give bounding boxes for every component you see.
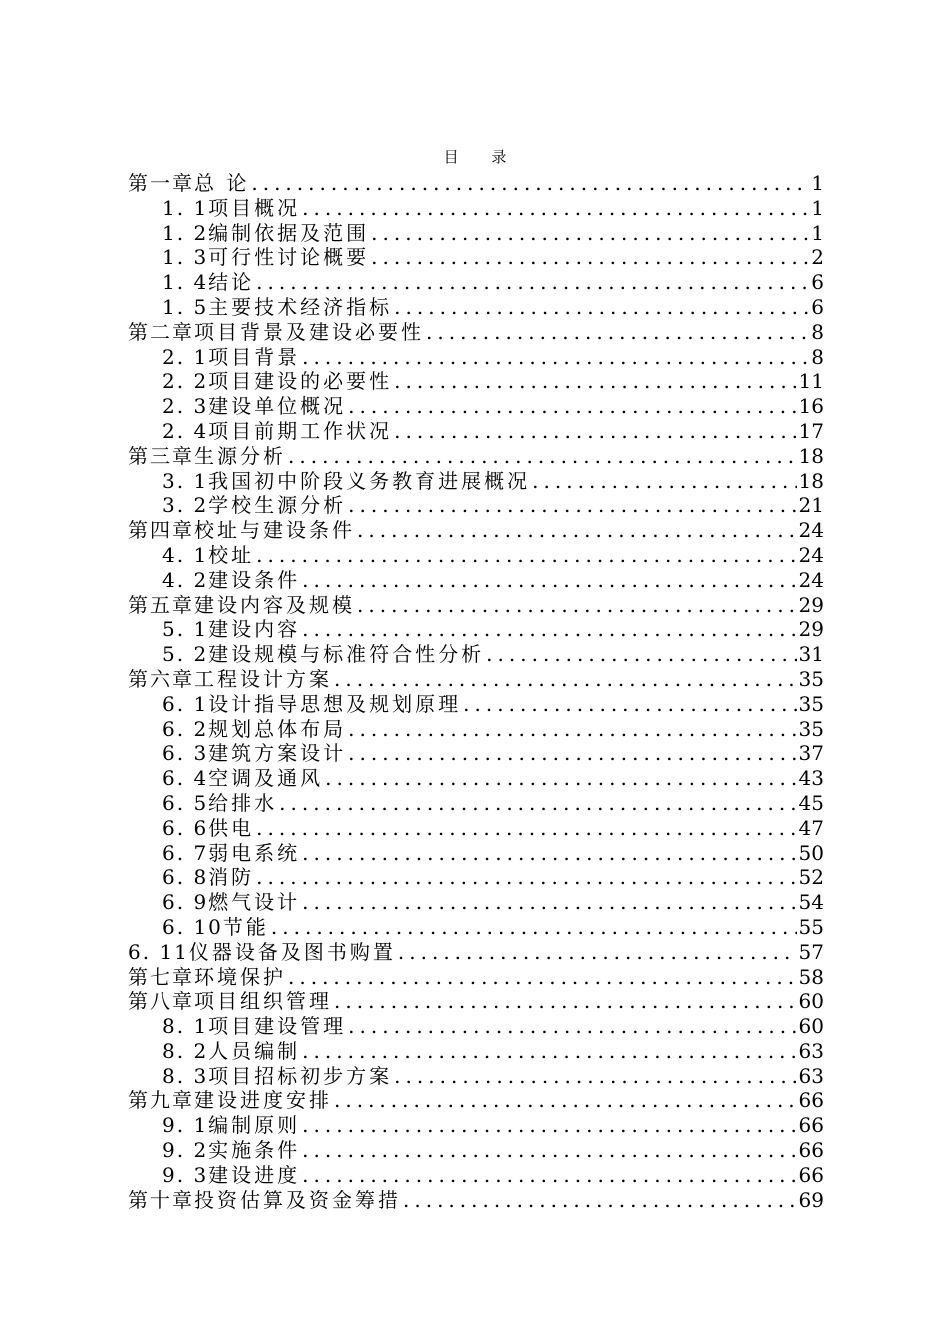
toc-entry-title: 人员编制	[208, 1038, 301, 1063]
toc-entry-page: 66	[798, 1138, 824, 1163]
toc-dot-leader	[302, 1039, 796, 1064]
toc-entry-page: 60	[798, 989, 824, 1014]
toc-title: 目 录	[443, 148, 521, 166]
toc-entry[interactable]	[128, 642, 824, 667]
toc-dot-leader	[348, 717, 796, 742]
toc-entry-number: 1. 5	[162, 294, 209, 319]
toc-entry[interactable]	[128, 1088, 824, 1113]
toc-entry[interactable]	[128, 469, 824, 494]
toc-entry-title: 建设内容及规模	[194, 592, 355, 617]
toc-entry-title: 建设进度	[208, 1162, 301, 1187]
toc-entry-page: 2	[811, 245, 824, 270]
toc-entry-number: 8. 3	[162, 1063, 209, 1088]
toc-entry-title: 校址与建设条件	[194, 518, 355, 543]
toc-entry-number: 4. 1	[162, 542, 209, 567]
toc-entry-number: 第七章	[128, 964, 194, 989]
toc-dot-leader	[325, 766, 796, 791]
toc-entry-title: 供电	[208, 815, 255, 840]
toc-entry-number: 2. 4	[162, 418, 209, 443]
toc-entry-page: 29	[798, 592, 824, 617]
table-of-contents	[128, 171, 824, 1212]
toc-entry-page: 18	[798, 443, 824, 468]
toc-dot-leader	[302, 841, 796, 866]
toc-entry-page: 17	[798, 418, 824, 443]
toc-dot-leader	[256, 865, 796, 890]
toc-entry-number: 6. 3	[162, 741, 209, 766]
toc-dot-leader	[271, 915, 797, 940]
toc-dot-leader	[371, 245, 809, 270]
toc-entry[interactable]	[128, 320, 824, 345]
toc-dot-leader	[302, 1163, 796, 1188]
toc-dot-leader	[334, 1088, 797, 1113]
toc-dot-leader	[256, 816, 796, 841]
toc-entry-title: 建设单位概况	[208, 394, 347, 419]
toc-entry[interactable]	[128, 270, 824, 295]
toc-entry-number: 5. 1	[162, 617, 209, 642]
toc-entry[interactable]	[128, 345, 824, 370]
toc-dot-leader	[302, 617, 796, 642]
toc-dot-leader	[256, 543, 796, 568]
toc-entry-number: 6. 2	[162, 716, 209, 741]
toc-entry-title: 建设进度安排	[194, 1088, 332, 1113]
toc-entry-page: 24	[798, 567, 824, 592]
toc-entry[interactable]	[128, 1039, 824, 1064]
toc-entry[interactable]	[128, 444, 824, 469]
toc-entry[interactable]	[128, 890, 824, 915]
toc-dot-leader	[302, 568, 796, 593]
toc-entry[interactable]	[128, 940, 824, 965]
toc-entry-page: 29	[798, 617, 824, 642]
toc-entry[interactable]	[128, 1064, 824, 1089]
toc-entry-page: 54	[798, 890, 824, 915]
toc-dot-leader	[394, 295, 809, 320]
toc-entry-title: 实施条件	[208, 1138, 301, 1163]
toc-entry-number: 第二章	[128, 319, 194, 344]
toc-entry-number: 9. 3	[162, 1162, 209, 1187]
toc-entry-page: 66	[798, 1113, 824, 1138]
toc-entry-title: 建设条件	[208, 567, 301, 592]
toc-entry-page: 69	[798, 1187, 824, 1212]
toc-entry-title: 我国初中阶段义务教育进展概况	[208, 468, 531, 493]
toc-entry-title: 编制依据及范围	[208, 220, 370, 245]
toc-entry[interactable]	[128, 394, 824, 419]
toc-entry-title: 项目背景	[208, 344, 301, 369]
toc-dot-leader	[302, 1113, 796, 1138]
toc-entry-title: 建设内容	[208, 617, 301, 642]
toc-entry-page: 37	[798, 741, 824, 766]
toc-entry-title: 投资估算及资金筹措	[194, 1187, 401, 1212]
toc-entry-number: 9. 1	[162, 1113, 209, 1138]
toc-entry-number: 6. 8	[162, 865, 209, 890]
toc-entry-page: 58	[798, 964, 824, 989]
toc-entry-number: 6. 6	[162, 815, 209, 840]
toc-entry[interactable]	[128, 1113, 824, 1138]
toc-entry-title: 结论	[208, 270, 255, 295]
toc-entry-page: 66	[798, 1088, 824, 1113]
toc-entry-title: 可行性讨论概要	[208, 245, 370, 270]
toc-entry-number: 6. 10	[162, 914, 223, 939]
toc-entry-page: 45	[798, 790, 824, 815]
toc-entry[interactable]	[128, 1138, 824, 1163]
toc-entry-page: 8	[811, 344, 824, 369]
toc-entry[interactable]	[128, 692, 824, 717]
toc-entry-number: 1. 3	[162, 245, 209, 270]
toc-entry-title: 消防	[208, 865, 255, 890]
toc-dot-leader	[334, 989, 797, 1014]
toc-entry[interactable]	[128, 1014, 824, 1039]
toc-dot-leader	[394, 419, 796, 444]
toc-entry[interactable]	[128, 245, 824, 270]
toc-entry-number: 5. 2	[162, 642, 209, 667]
toc-entry[interactable]	[128, 865, 824, 890]
toc-entry-page: 24	[798, 542, 824, 567]
toc-entry-number: 6. 7	[162, 840, 209, 865]
toc-entry-number: 9. 2	[162, 1138, 209, 1163]
toc-entry-number: 6. 4	[162, 766, 209, 791]
toc-entry-page: 6	[811, 270, 824, 295]
toc-dot-leader	[426, 320, 809, 345]
toc-entry[interactable]	[128, 295, 824, 320]
toc-entry-number: 6. 1	[162, 691, 209, 716]
toc-entry-page: 31	[798, 642, 824, 667]
toc-entry[interactable]	[128, 717, 824, 742]
toc-dot-leader	[348, 741, 796, 766]
toc-dot-leader	[288, 965, 797, 990]
toc-entry-title: 项目背景及建设必要性	[194, 319, 424, 344]
toc-entry-page: 57	[798, 939, 824, 964]
toc-entry[interactable]	[128, 791, 824, 816]
toc-entry[interactable]	[128, 766, 824, 791]
toc-entry-page: 6	[811, 294, 824, 319]
toc-entry-number: 2. 1	[162, 344, 209, 369]
toc-entry-page: 52	[798, 865, 824, 890]
toc-entry-number: 1. 4	[162, 270, 209, 295]
toc-entry-number: 第八章	[128, 989, 194, 1014]
toc-dot-leader	[398, 940, 797, 965]
toc-entry-page: 35	[798, 666, 824, 691]
toc-entry-page: 18	[798, 468, 824, 493]
toc-entry-title: 建设规模与标准符合性分析	[208, 642, 485, 667]
toc-entry-page: 1	[811, 220, 824, 245]
toc-dot-leader	[532, 469, 796, 494]
toc-dot-leader	[348, 1014, 796, 1039]
toc-entry-page: 50	[798, 840, 824, 865]
toc-dot-leader	[302, 890, 796, 915]
toc-entry-number: 6. 5	[162, 790, 209, 815]
toc-entry-number: 6. 9	[162, 890, 209, 915]
toc-dot-leader	[403, 1188, 797, 1213]
toc-entry-page: 43	[798, 766, 824, 791]
toc-dot-leader	[357, 518, 797, 543]
toc-entry-title: 项目概况	[208, 195, 301, 220]
toc-entry-page: 35	[798, 716, 824, 741]
toc-entry-page: 24	[798, 518, 824, 543]
toc-dot-leader	[486, 642, 796, 667]
toc-entry-page: 11	[798, 369, 824, 394]
toc-entry-page: 8	[811, 319, 824, 344]
toc-entry-title: 总 论	[194, 171, 250, 195]
toc-entry-number: 第三章	[128, 443, 194, 468]
toc-entry-page: 1	[811, 195, 824, 220]
toc-dot-leader	[357, 593, 797, 618]
toc-dot-leader	[348, 493, 796, 518]
toc-entry-number: 第四章	[128, 518, 194, 543]
toc-entry[interactable]	[128, 816, 824, 841]
toc-entry[interactable]	[128, 196, 824, 221]
toc-entry-title: 燃气设计	[208, 890, 301, 915]
toc-entry-page: 66	[798, 1162, 824, 1187]
toc-entry[interactable]	[128, 419, 824, 444]
toc-entry-title: 给排水	[208, 790, 278, 815]
toc-entry-number: 第六章	[128, 666, 194, 691]
toc-dot-leader	[348, 394, 796, 419]
toc-entry-title: 生源分析	[194, 443, 286, 468]
toc-entry[interactable]	[128, 841, 824, 866]
toc-dot-leader	[251, 171, 809, 196]
toc-entry[interactable]	[128, 593, 824, 618]
toc-entry[interactable]	[128, 568, 824, 593]
toc-entry-page: 21	[798, 493, 824, 518]
toc-entry-title: 项目建设的必要性	[208, 369, 393, 394]
toc-dot-leader	[279, 791, 796, 816]
toc-entry[interactable]	[128, 493, 824, 518]
toc-entry-title: 环境保护	[194, 964, 286, 989]
toc-dot-leader	[256, 270, 809, 295]
toc-entry-title: 规划总体布局	[208, 716, 347, 741]
toc-dot-leader	[302, 196, 809, 221]
toc-entry-page: 63	[798, 1038, 824, 1063]
toc-entry-page: 1	[811, 171, 824, 195]
toc-entry[interactable]	[128, 915, 824, 940]
toc-dot-leader	[302, 1138, 796, 1163]
toc-dot-leader	[394, 1064, 796, 1089]
toc-entry-title: 编制原则	[208, 1113, 301, 1138]
toc-entry-number: 1. 2	[162, 220, 209, 245]
toc-entry-title: 校址	[208, 542, 255, 567]
toc-dot-leader	[463, 692, 796, 717]
toc-entry-number: 第九章	[128, 1088, 194, 1113]
toc-entry[interactable]	[128, 741, 824, 766]
toc-dot-leader	[334, 667, 797, 692]
toc-entry-number: 2. 3	[162, 394, 209, 419]
toc-entry[interactable]	[128, 965, 824, 990]
toc-entry-title: 项目招标初步方案	[208, 1063, 393, 1088]
toc-entry-title: 设计指导思想及规划原理	[208, 691, 462, 716]
toc-entry-number: 1. 1	[162, 195, 209, 220]
toc-entry-title: 节能	[222, 914, 269, 939]
toc-entry-page: 35	[798, 691, 824, 716]
toc-entry[interactable]	[128, 989, 824, 1014]
toc-entry-number: 3. 2	[162, 493, 209, 518]
toc-entry-title: 仪器设备及图书购置	[188, 939, 396, 964]
toc-entry-page: 47	[798, 815, 824, 840]
toc-entry-title: 空调及通风	[208, 766, 324, 791]
toc-entry[interactable]	[128, 369, 824, 394]
toc-entry-number: 第一章	[128, 171, 194, 195]
toc-entry[interactable]	[128, 518, 824, 543]
toc-entry-page: 55	[798, 914, 824, 939]
toc-entry-title: 工程设计方案	[194, 666, 332, 691]
toc-entry[interactable]	[128, 221, 824, 246]
toc-entry-title: 学校生源分析	[208, 493, 347, 518]
toc-entry[interactable]	[128, 171, 824, 196]
toc-entry-number: 第十章	[128, 1187, 194, 1212]
toc-entry-title: 项目建设管理	[208, 1014, 347, 1039]
toc-entry[interactable]	[128, 1163, 824, 1188]
toc-dot-leader	[302, 345, 809, 370]
toc-entry-number: 4. 2	[162, 567, 209, 592]
toc-entry[interactable]	[128, 667, 824, 692]
toc-entry[interactable]	[128, 1188, 824, 1213]
toc-entry-title: 项目组织管理	[194, 989, 332, 1014]
toc-entry-number: 8. 2	[162, 1038, 209, 1063]
toc-entry-number: 3. 1	[162, 468, 209, 493]
toc-entry-number: 8. 1	[162, 1014, 209, 1039]
toc-dot-leader	[371, 221, 809, 246]
toc-entry-title: 项目前期工作状况	[208, 418, 393, 443]
toc-entry-number: 第五章	[128, 592, 194, 617]
toc-entry-page: 16	[798, 394, 824, 419]
toc-entry[interactable]	[128, 617, 824, 642]
toc-entry-number: 6. 11	[128, 939, 189, 964]
toc-entry-number: 2. 2	[162, 369, 209, 394]
toc-entry[interactable]	[128, 543, 824, 568]
toc-dot-leader	[288, 444, 797, 469]
toc-entry-title: 弱电系统	[208, 840, 301, 865]
toc-entry-title: 建筑方案设计	[208, 741, 347, 766]
toc-dot-leader	[394, 369, 796, 394]
toc-entry-title: 主要技术经济指标	[208, 294, 393, 319]
toc-entry-page: 63	[798, 1063, 824, 1088]
toc-entry-page: 60	[798, 1014, 824, 1039]
